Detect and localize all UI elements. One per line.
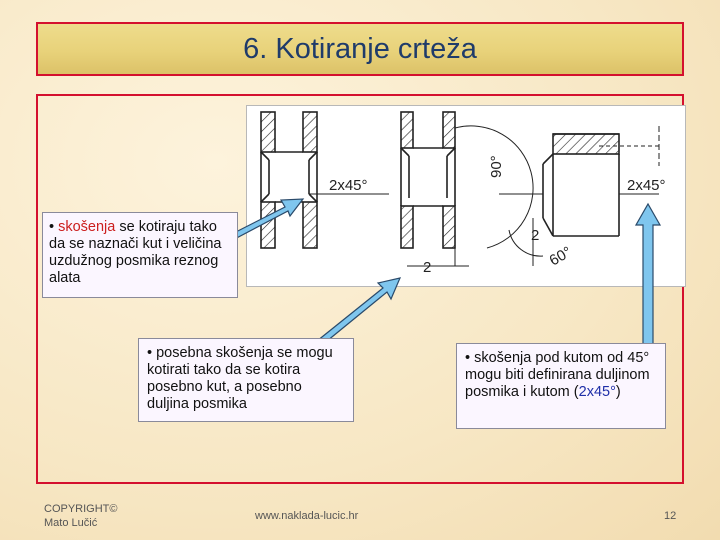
chamfer-label-left: 2x45° <box>329 177 368 194</box>
chamfer-label-right: 2x45° <box>627 177 666 194</box>
callout-3-text-after: ) <box>615 384 621 400</box>
callout-3-text-before: skošenja pod kutom od 45° mogu biti definirana duljinom posmika i kutom ( <box>465 350 650 400</box>
copyright-line-1: COPYRIGHT© <box>44 503 118 515</box>
page-number: 12 <box>664 510 677 522</box>
callout-1-highlight: skošenja <box>58 219 116 235</box>
callout-2-text: posebna skošenja se mogu kotirati tako da se kotira posebno kut, a posebno duljina posmika <box>147 345 333 412</box>
length-label-a: 2 <box>531 227 540 244</box>
callout-45-chamfer <box>456 343 666 429</box>
callout-special-chamfer <box>138 338 354 422</box>
slide-title: 6. Kotiranje crteža <box>243 32 477 65</box>
length-label-b: 2 <box>423 259 432 276</box>
website-link[interactable]: www.naklada-lucic.hr <box>255 510 359 522</box>
angle-60-label: 60° <box>546 243 575 270</box>
callout-1-bullet: • <box>49 219 55 235</box>
callout-3-bullet: • <box>465 350 471 366</box>
arrow-3 <box>636 204 660 345</box>
callout-1-text: se kotiraju tako da se naznači kut i veličina uzdužnog posmika reznog alata <box>49 219 222 286</box>
callout-3-highlight: 2x45° <box>578 384 616 400</box>
angle-90-label: 90° <box>488 155 505 178</box>
callout-2-bullet: • <box>147 345 153 361</box>
copyright-line-2: Mato Lučić <box>44 517 98 529</box>
callout-chamfer-definition <box>42 212 238 298</box>
copyright <box>44 502 154 530</box>
